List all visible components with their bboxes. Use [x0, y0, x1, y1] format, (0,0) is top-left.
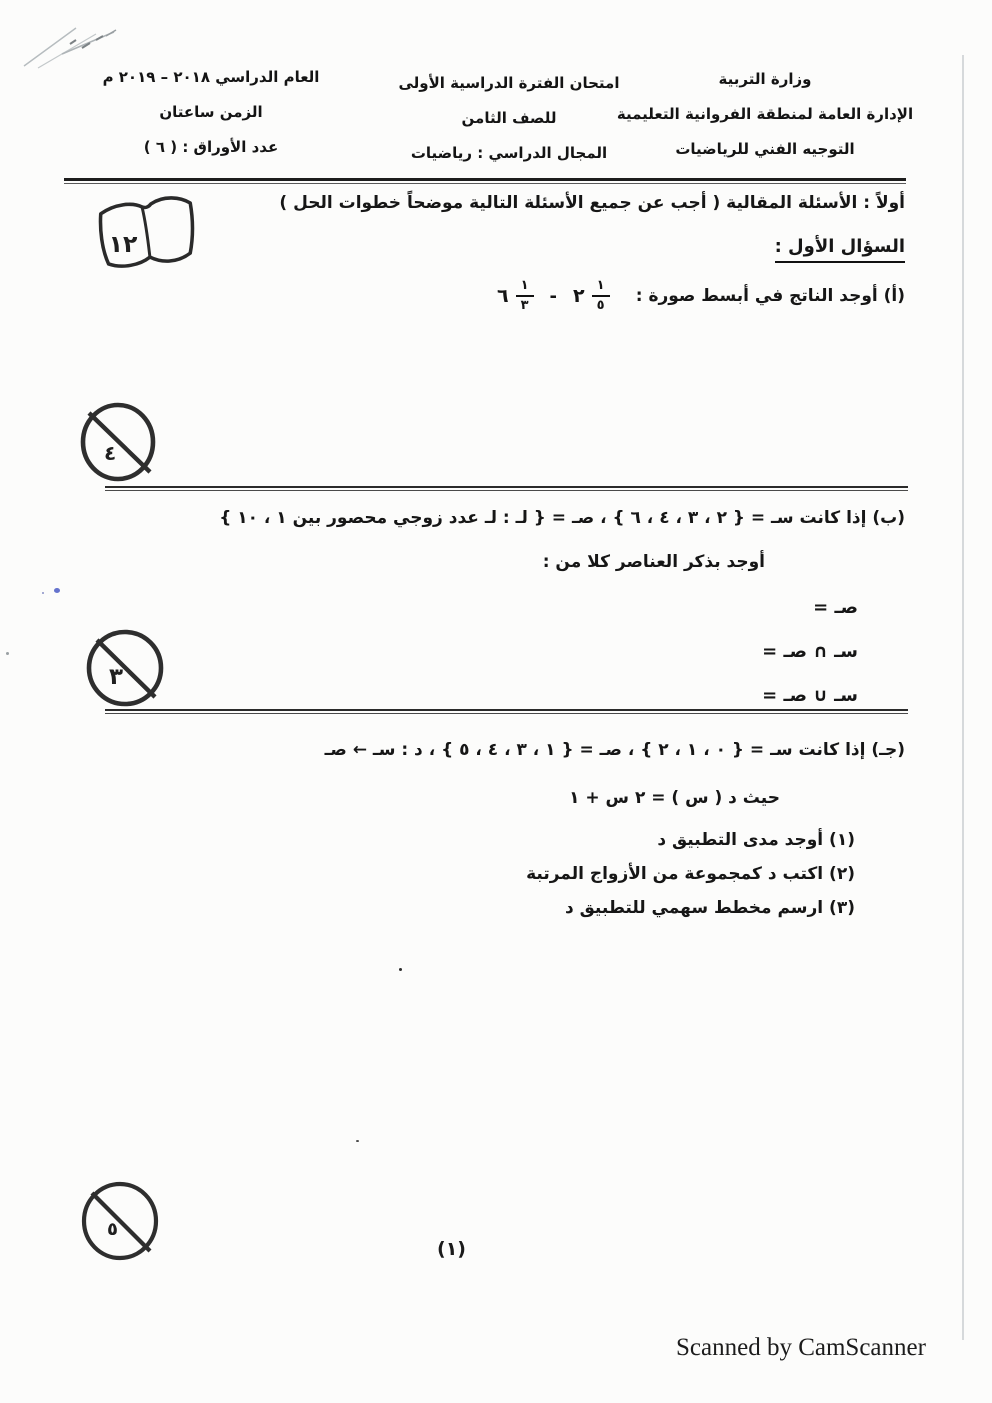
school-year: العام الدراسي ٢٠١٨ – ٢٠١٩ م	[102, 68, 320, 86]
part-c-item-2: (٢) اكتب د كمجموعة من الأزواج المرتبة	[526, 864, 855, 884]
scan-crease-artifact	[18, 14, 148, 74]
scan-dot-1	[399, 968, 402, 971]
part-c-statement: (جـ) إذا كانت سـ = { ٠ ، ١ ، ٢ } ، صـ = { ١ ، ٣ ، ٤ ، ٥ } ، د : سـ ← صـ	[324, 740, 905, 760]
education-area-title: الإدارة العامة لمنطقة الفروانية التعليمية	[616, 105, 914, 123]
header-center-column	[378, 74, 640, 162]
ink-speck-blue	[54, 588, 60, 593]
header-rule	[64, 178, 906, 184]
part-a-label: (أ) أوجد الناتج في أبسط صورة :	[635, 286, 905, 306]
scan-dot-2	[356, 1140, 359, 1142]
marks-stamp-3-icon	[85, 628, 165, 710]
stamp-b-value: ٣	[109, 664, 124, 690]
camscanner-watermark: Scanned by CamScanner	[676, 1334, 926, 1361]
right-fraction-denominator: ٥	[596, 298, 605, 314]
scan-speck-1	[6, 652, 9, 655]
header-left-column	[82, 68, 340, 156]
part-c-item-3: (٣) ارسم مخطط سهمي للتطبيق د	[564, 898, 855, 918]
part-b-item-set-y: صـ =	[813, 597, 858, 618]
marks-stamp-5-icon	[80, 1181, 160, 1263]
right-term-integer: ٢	[573, 285, 585, 308]
stamp-a-value: ٤	[104, 441, 117, 465]
exam-duration: الزمن ساعتان	[159, 103, 263, 121]
right-term-fraction	[592, 279, 610, 314]
left-term-fraction	[516, 279, 534, 314]
left-fraction-numerator: ١	[516, 279, 534, 297]
grade-title: للصف الثامن	[461, 109, 557, 127]
part-c-item-1: (١) أوجد مدى التطبيق د	[657, 830, 855, 850]
left-term-integer: ٦	[497, 285, 509, 308]
math-supervision-title: التوجيه الفني للرياضيات	[675, 140, 855, 158]
page-number: (١)	[437, 1238, 466, 1260]
section-divider-1	[105, 486, 908, 491]
stamp-c-value: ٥	[107, 1219, 118, 1240]
subject-title: المجال الدراسي : رياضيات	[410, 144, 608, 162]
question-one-title: السؤال الأول :	[775, 236, 905, 263]
part-b-prompt: أوجد بذكر العناصر كلا من :	[542, 552, 765, 572]
ministry-title: وزارة التربية	[718, 70, 812, 88]
section-divider-2	[105, 709, 908, 714]
total-marks-value: ١٢	[108, 230, 138, 259]
left-fraction-denominator: ٣	[520, 298, 529, 314]
minus-operator: -	[549, 285, 558, 307]
part-c-rule: حيث د ( س ) = ٢ س + ١	[569, 788, 780, 808]
part-b-item-union: سـ ∪ صـ =	[762, 685, 858, 706]
pages-count: عدد الأوراق : ( ٦ )	[143, 138, 279, 156]
header-right-column	[600, 70, 930, 158]
open-book-marks-icon	[85, 190, 203, 274]
marks-stamp-4-icon	[78, 400, 158, 484]
part-b-item-intersection: سـ ∩ صـ =	[762, 641, 858, 662]
part-b-statement: (ب) إذا كانت سـ = { ٢ ، ٣ ، ٤ ، ٦ } ، صـ = { لـ : لـ عدد زوجي محصور بين ١ ، ١٠ }	[219, 508, 905, 528]
scan-page-edge	[962, 55, 964, 1340]
right-fraction-numerator: ١	[592, 279, 610, 297]
mixed-number-expression	[497, 279, 610, 314]
ink-speck-small	[42, 592, 44, 594]
section-one-instructions: أولاً : الأسئلة المقالية ( أجب عن جميع الأسئلة التالية موضحاً خطوات الحل )	[279, 193, 905, 213]
exam-period-title: امتحان الفترة الدراسية الأولى	[398, 74, 620, 92]
